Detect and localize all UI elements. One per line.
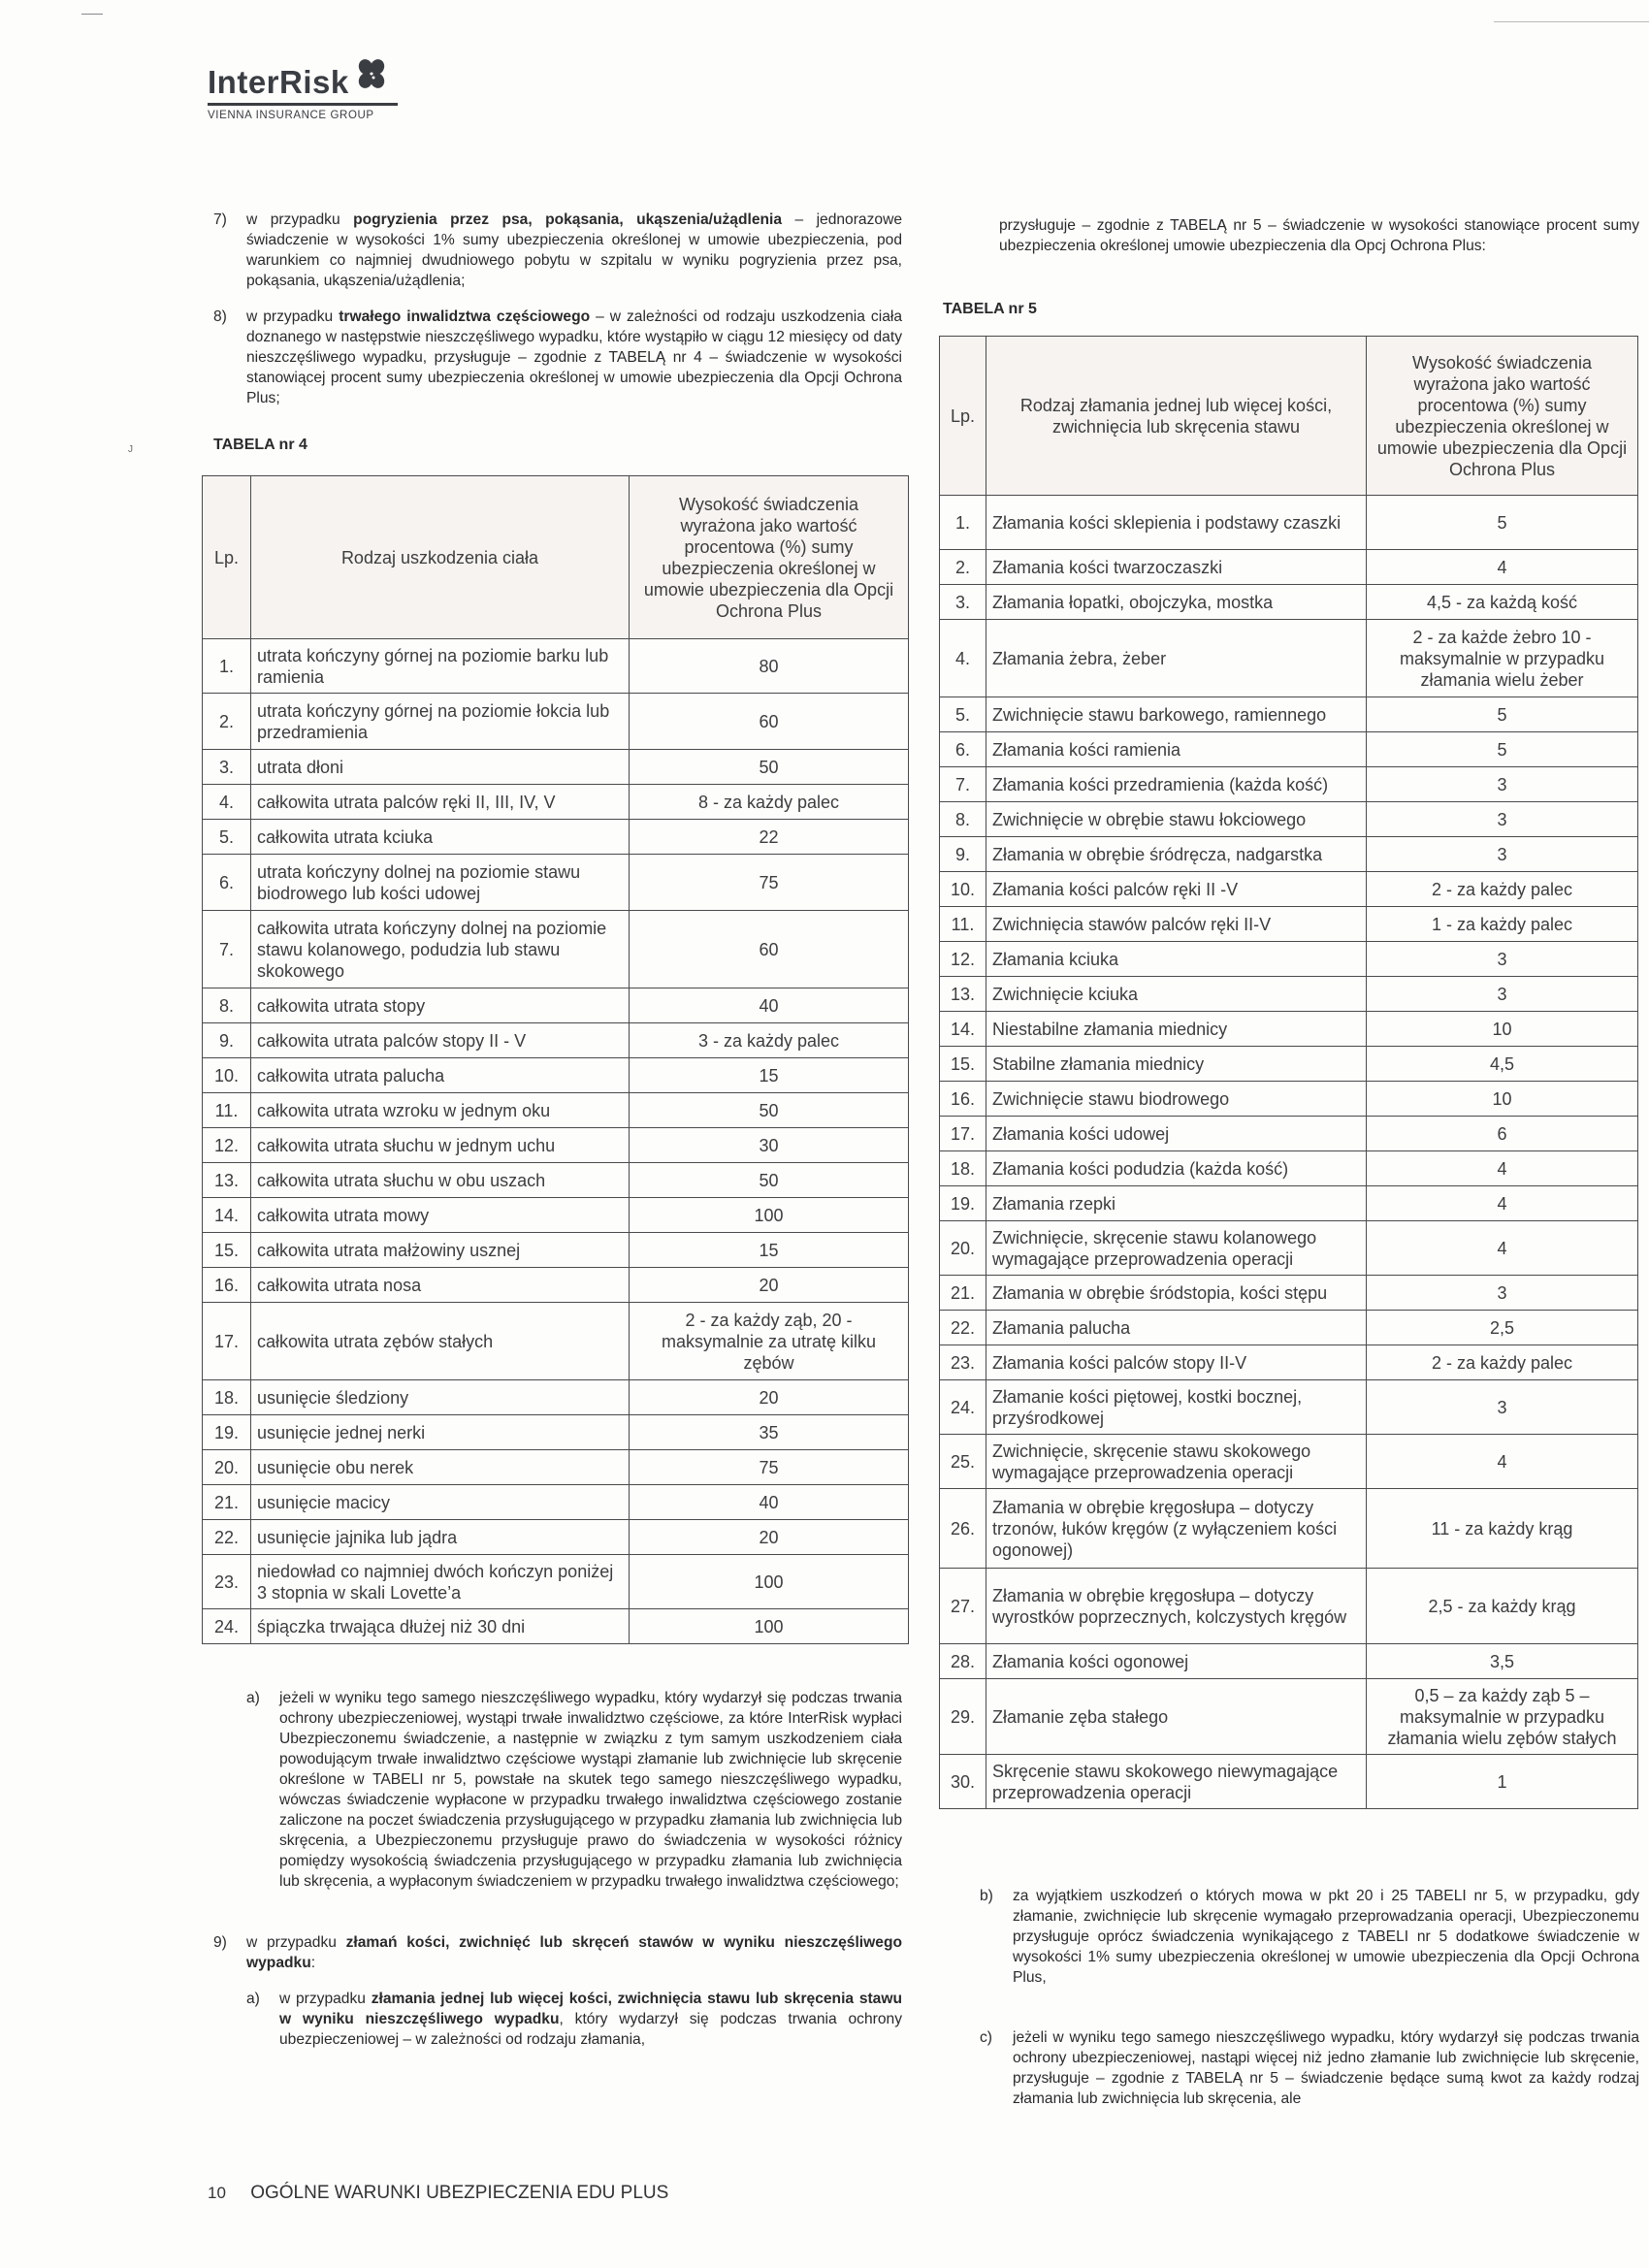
page-number: 10: [208, 2184, 226, 2202]
row-value: 22: [630, 820, 909, 855]
row-value: 80: [630, 639, 909, 694]
row-value: 75: [630, 855, 909, 911]
row-value: 5: [1367, 697, 1638, 732]
row-description: całkowita utrata małżowiny usznej: [251, 1233, 630, 1268]
column-header-value: Wysokość świadczenia wyrażona jako wartość procentowa (%) sumy ubezpieczenia określonej w umowie ubezpieczenia dla Opcji Ochrona Plus: [630, 476, 909, 639]
row-description: utrata kończyny górnej na poziomie łokcia lub przedramienia: [251, 694, 630, 750]
row-value: 10: [1367, 1082, 1638, 1117]
row-value: 3: [1367, 1380, 1638, 1435]
row-value: 20: [630, 1268, 909, 1303]
column-header-lp: Lp.: [940, 337, 986, 496]
row-value: 0,5 – za każdy ząb 5 – maksymalnie w przypadku złamania wielu zębów stałych: [1367, 1679, 1638, 1755]
row-number: 14.: [203, 1198, 251, 1233]
table-row: [203, 1093, 909, 1128]
row-description: Złamania w obrębie śródstopia, kości stępu: [986, 1276, 1367, 1311]
table-row: [940, 1276, 1638, 1311]
row-description: niedowład co najmniej dwóch kończyn poniżej 3 stopnia w skali Lovette’a: [251, 1555, 630, 1609]
row-number: 9.: [203, 1023, 251, 1058]
scan-top-rule: [1494, 21, 1649, 22]
row-number: 25.: [940, 1435, 986, 1489]
row-number: 1.: [203, 639, 251, 694]
item-text: :: [310, 1955, 316, 1971]
row-value: 10: [1367, 1012, 1638, 1047]
row-description: Złamania kości sklepienia i podstawy czaszki: [986, 496, 1367, 550]
table-row: [203, 988, 909, 1023]
row-description: Złamania kości palców ręki II -V: [986, 872, 1367, 907]
row-description: Zwichnięcie stawu biodrowego: [986, 1082, 1367, 1117]
row-number: 7.: [940, 767, 986, 802]
column-header-description: Rodzaj złamania jednej lub więcej kości, zwichnięcia lub skręcenia stawu: [986, 337, 1367, 496]
row-description: usunięcie macicy: [251, 1485, 630, 1520]
row-number: 19.: [203, 1415, 251, 1450]
item-9b: [980, 1886, 1639, 1988]
table-row: [940, 1755, 1638, 1809]
row-description: Zwichnięcie kciuka: [986, 977, 1367, 1012]
row-description: Złamania rzepki: [986, 1186, 1367, 1221]
margin-mark: J: [128, 444, 133, 455]
row-description: całkowita utrata palców stopy II - V: [251, 1023, 630, 1058]
row-description: Skręcenie stawu skokowego niewymagające przeprowadzenia operacji: [986, 1755, 1367, 1809]
row-description: usunięcie jednej nerki: [251, 1415, 630, 1450]
column-header-value: Wysokość świadczenia wyrażona jako wartość procentowa (%) sumy ubezpieczenia określonej w umowie ubezpieczenia dla Opcji Ochrona Plus: [1367, 337, 1638, 496]
table-header-row: [203, 476, 909, 639]
row-number: 26.: [940, 1489, 986, 1569]
table-4: [202, 475, 909, 1644]
item-number: 9): [213, 1934, 227, 1951]
right-intro: [999, 215, 1639, 256]
item-9a: [246, 1989, 902, 2050]
row-description: całkowita utrata wzroku w jednym oku: [251, 1093, 630, 1128]
row-value: 20: [630, 1380, 909, 1415]
row-number: 12.: [940, 942, 986, 977]
row-value: 4,5: [1367, 1047, 1638, 1082]
row-description: Niestabilne złamania miednicy: [986, 1012, 1367, 1047]
item-number: 8): [213, 308, 227, 325]
column-header-lp: Lp.: [203, 476, 251, 639]
row-number: 6.: [940, 732, 986, 767]
row-number: 13.: [203, 1163, 251, 1198]
row-number: 18.: [940, 1151, 986, 1186]
row-description: Zwichnięcie stawu barkowego, ramiennego: [986, 697, 1367, 732]
table-row: [203, 1163, 909, 1198]
row-value: 100: [630, 1198, 909, 1233]
table-row: [940, 620, 1638, 697]
row-description: Złamania kości udowej: [986, 1117, 1367, 1151]
item-9: [213, 1932, 902, 1973]
row-value: 3,5: [1367, 1644, 1638, 1679]
row-value: 2 - za każde żebro 10 - maksymalnie w przypadku złamania wielu żeber: [1367, 620, 1638, 697]
row-number: 17.: [940, 1117, 986, 1151]
row-description: całkowita utrata kończyny dolnej na poziomie stawu kolanowego, podudzia lub stawu skokowego: [251, 911, 630, 988]
row-number: 10.: [203, 1058, 251, 1093]
row-number: 28.: [940, 1644, 986, 1679]
row-number: 23.: [940, 1345, 986, 1380]
table-row: [940, 585, 1638, 620]
item-text: jeżeli w wyniku tego samego nieszczęśliwego wypadku, który wydarzył się podczas trwania ochrony ubezpieczeniowej, wystąpi trwałe inwalidztwo częściowe, za które InterRisk wypłaci Ubezpieczonemu świadczenie, a następnie w związku z tym samym uszkodzeniem ciała powodującym trwałe inwalidztwo częściowe wystąpi złamanie lub zwichnięcie lub skręcenie określone w TABELI nr 5, powstałe na skutek tego samego nieszczęśliwego wypadku, wówczas świadczenie wypłacone w przypadku trwałego inwalidztwa częściowego zostanie zaliczone na poczet świadczenia przysługującego w przypadku złamania lub zwichnięcia lub skręcenia, a Ubezpieczonemu przysługuje prawo do świadczenia w wysokości różnicy pomiędzy wysokością świadczenia przysługującego w przypadku złamania lub zwichnięcia lub skręcenia, a wypłaconym świadczeniem w przypadku trwałego inwalidztwa częściowego;: [279, 1690, 902, 1890]
row-number: 22.: [940, 1311, 986, 1345]
row-description: Złamania łopatki, obojczyka, mostka: [986, 585, 1367, 620]
table-row: [940, 697, 1638, 732]
table-row: [940, 1151, 1638, 1186]
row-value: 30: [630, 1128, 909, 1163]
row-value: 4,5 - za każdą kość: [1367, 585, 1638, 620]
table-row: [940, 550, 1638, 585]
row-number: 16.: [940, 1082, 986, 1117]
row-value: 60: [630, 694, 909, 750]
row-value: 3: [1367, 977, 1638, 1012]
table-row: [940, 802, 1638, 837]
row-description: śpiączka trwająca dłużej niż 30 dni: [251, 1609, 630, 1644]
table-row: [940, 1380, 1638, 1435]
row-number: 18.: [203, 1380, 251, 1415]
table-row: [203, 1268, 909, 1303]
row-value: 3: [1367, 767, 1638, 802]
item-text: w przypadku: [246, 1934, 346, 1951]
row-value: 2 - za każdy palec: [1367, 872, 1638, 907]
row-description: usunięcie obu nerek: [251, 1450, 630, 1485]
table-row: [203, 1380, 909, 1415]
row-number: 17.: [203, 1303, 251, 1380]
table-row: [940, 732, 1638, 767]
row-number: 8.: [940, 802, 986, 837]
item-8: [213, 307, 902, 408]
row-number: 24.: [203, 1609, 251, 1644]
table-row: [940, 1644, 1638, 1679]
table-row: [940, 837, 1638, 872]
row-value: 8 - za każdy palec: [630, 785, 909, 820]
row-description: Stabilne złamania miednicy: [986, 1047, 1367, 1082]
row-value: 15: [630, 1233, 909, 1268]
row-number: 15.: [203, 1233, 251, 1268]
item-letter: a): [246, 1690, 260, 1706]
row-value: 3 - za każdy palec: [630, 1023, 909, 1058]
row-value: 50: [630, 750, 909, 785]
row-number: 14.: [940, 1012, 986, 1047]
row-description: utrata kończyny górnej na poziomie barku lub ramienia: [251, 639, 630, 694]
row-number: 22.: [203, 1520, 251, 1555]
table-row: [940, 1221, 1638, 1276]
row-number: 11.: [203, 1093, 251, 1128]
row-description: Złamanie zęba stałego: [986, 1679, 1367, 1755]
row-number: 1.: [940, 496, 986, 550]
row-value: 2 - za każdy palec: [1367, 1345, 1638, 1380]
page-footer: [208, 2183, 668, 2204]
row-number: 19.: [940, 1186, 986, 1221]
row-number: 2.: [940, 550, 986, 585]
row-number: 3.: [203, 750, 251, 785]
row-value: 1: [1367, 1755, 1638, 1809]
row-description: usunięcie śledziony: [251, 1380, 630, 1415]
row-value: 4: [1367, 550, 1638, 585]
row-number: 13.: [940, 977, 986, 1012]
row-description: Zwichnięcie, skręcenie stawu kolanowego wymagające przeprowadzenia operacji: [986, 1221, 1367, 1276]
table-row: [203, 1520, 909, 1555]
document-title: OGÓLNE WARUNKI UBEZPIECZENIA EDU PLUS: [250, 2183, 669, 2203]
row-value: 60: [630, 911, 909, 988]
row-number: 30.: [940, 1755, 986, 1809]
item-text: w przypadku: [246, 308, 340, 325]
table-row: [940, 496, 1638, 550]
table-4-title: TABELA nr 4: [213, 437, 307, 453]
table-row: [203, 785, 909, 820]
row-description: utrata kończyny dolnej na poziomie stawu biodrowego lub kości udowej: [251, 855, 630, 911]
row-description: Złamania w obrębie kręgosłupa – dotyczy wyrostków poprzecznych, kolczystych kręgów: [986, 1569, 1367, 1644]
logo-text: InterRisk: [208, 64, 349, 100]
scan-corner-mark: [81, 14, 103, 15]
row-value: 3: [1367, 1276, 1638, 1311]
item-text: , który wydarzył się podczas trwania ochrony ubezpieczeniowej – w zależności od rodzaju złamania,: [279, 2011, 902, 2048]
item-9c: [980, 2027, 1639, 2109]
table-header-row: [940, 337, 1638, 496]
table-row: [203, 855, 909, 911]
row-number: 29.: [940, 1679, 986, 1755]
row-description: całkowita utrata stopy: [251, 988, 630, 1023]
item-text: w przypadku: [279, 1991, 372, 2007]
row-number: 21.: [940, 1276, 986, 1311]
interrisk-logo: [208, 64, 402, 121]
row-value: 100: [630, 1555, 909, 1609]
row-number: 2.: [203, 694, 251, 750]
row-value: 4: [1367, 1221, 1638, 1276]
table-row: [940, 1679, 1638, 1755]
table-row: [203, 1415, 909, 1450]
row-value: 100: [630, 1609, 909, 1644]
butterfly-icon: [357, 58, 386, 94]
table-row: [203, 694, 909, 750]
row-description: utrata dłoni: [251, 750, 630, 785]
item-bold-text: złamań kości, zwichnięć lub skręceń stawów w wyniku nieszczęśliwego wypadku: [246, 1934, 902, 1971]
row-description: usunięcie jajnika lub jądra: [251, 1520, 630, 1555]
table-row: [940, 977, 1638, 1012]
table-row: [940, 1569, 1638, 1644]
row-number: 5.: [940, 697, 986, 732]
row-number: 8.: [203, 988, 251, 1023]
item-7: [213, 210, 902, 291]
logo-rule: [208, 103, 398, 106]
row-description: Złamania kości ogonowej: [986, 1644, 1367, 1679]
row-number: 16.: [203, 1268, 251, 1303]
row-description: całkowita utrata palców ręki II, III, IV, V: [251, 785, 630, 820]
row-number: 7.: [203, 911, 251, 988]
row-value: 50: [630, 1163, 909, 1198]
item-letter: c): [980, 2029, 992, 2046]
row-description: całkowita utrata słuchu w jednym uchu: [251, 1128, 630, 1163]
row-number: 3.: [940, 585, 986, 620]
row-number: 20.: [940, 1221, 986, 1276]
row-number: 5.: [203, 820, 251, 855]
item-text: jeżeli w wyniku tego samego nieszczęśliwego wypadku, który wydarzył się podczas trwania ochrony ubezpieczeniowej, nastąpi więcej niż jedno złamanie lub zwichnięcie lub skręcenie, przysługuje – zgodnie z TABELĄ nr 5 – świadczenie będące sumą kwot za każdy rodzaj złamania lub zwichnięcia lub skręcenia, ale: [1013, 2029, 1639, 2107]
row-number: 9.: [940, 837, 986, 872]
table-row: [203, 820, 909, 855]
row-description: Złamania palucha: [986, 1311, 1367, 1345]
table-row: [203, 1058, 909, 1093]
table-row: [203, 1555, 909, 1609]
row-number: 27.: [940, 1569, 986, 1644]
table-row: [203, 1023, 909, 1058]
table-row: [940, 1489, 1638, 1569]
row-description: Złamania kciuka: [986, 942, 1367, 977]
table-row: [203, 1233, 909, 1268]
row-number: 11.: [940, 907, 986, 942]
row-value: 2,5: [1367, 1311, 1638, 1345]
row-value: 5: [1367, 732, 1638, 767]
table-row: [203, 639, 909, 694]
table-5-title: TABELA nr 5: [943, 301, 1037, 317]
row-value: 35: [630, 1415, 909, 1450]
row-description: Złamania w obrębie śródręcza, nadgarstka: [986, 837, 1367, 872]
row-number: 20.: [203, 1450, 251, 1485]
row-value: 4: [1367, 1151, 1638, 1186]
table-row: [940, 767, 1638, 802]
table-row: [203, 750, 909, 785]
item-text: – jednorazowe świadczenie w wysokości 1% sumy ubezpieczenia określonej w umowie ubezpieczenia, pod warunkiem co najmniej dwudniowego pobytu w szpitalu w wyniku pogryzienia przez psa, pokąsania, ukąszenia/użądlenia;: [246, 211, 903, 289]
table-row: [940, 1047, 1638, 1082]
item-number: 7): [213, 211, 227, 228]
row-value: 75: [630, 1450, 909, 1485]
table-row: [940, 907, 1638, 942]
table-row: [940, 872, 1638, 907]
table-row: [940, 1345, 1638, 1380]
row-description: całkowita utrata mowy: [251, 1198, 630, 1233]
table-row: [940, 1311, 1638, 1345]
table-row: [203, 911, 909, 988]
row-number: 12.: [203, 1128, 251, 1163]
table-row: [940, 1082, 1638, 1117]
row-description: Zwichnięcia stawów palców ręki II-V: [986, 907, 1367, 942]
logo-subtitle: VIENNA INSURANCE GROUP: [208, 110, 374, 121]
item-bold-text: trwałego inwalidztwa częściowego: [339, 308, 591, 325]
row-description: całkowita utrata słuchu w obu uszach: [251, 1163, 630, 1198]
table-row: [940, 942, 1638, 977]
row-description: Złamania kości twarzoczaszki: [986, 550, 1367, 585]
row-value: 3: [1367, 802, 1638, 837]
row-description: całkowita utrata zębów stałych: [251, 1303, 630, 1380]
row-value: 15: [630, 1058, 909, 1093]
table-row: [203, 1450, 909, 1485]
row-number: 23.: [203, 1555, 251, 1609]
item-bold-text: złamania jednej lub więcej kości, zwichnięcia stawu lub skręcenia stawu w wyniku nieszczęśliwego wypadku: [279, 1991, 903, 2027]
row-value: 4: [1367, 1186, 1638, 1221]
row-value: 1 - za każdy palec: [1367, 907, 1638, 942]
item-text: za wyjątkiem uszkodzeń o których mowa w pkt 20 i 25 TABELI nr 5, w przypadku, gdy złamanie, zwichnięcie lub skręcenie wymagało przeprowadzania operacji, Ubezpieczonemu przysługuje oprócz świadczenia wynikającego z TABELI nr 5 dodatkowe świadczenie w wysokości 1% sumy ubezpieczenia określonej w umowie ubezpieczenia dla Opcji Ochrona Plus,: [1013, 1888, 1639, 1986]
table-row: [203, 1609, 909, 1644]
row-description: Złamania żebra, żeber: [986, 620, 1367, 697]
row-number: 10.: [940, 872, 986, 907]
row-description: Złamanie kości piętowej, kostki bocznej, przyśrodkowej: [986, 1380, 1367, 1435]
row-value: 50: [630, 1093, 909, 1128]
table-row: [203, 1485, 909, 1520]
row-description: Złamania kości podudzia (każda kość): [986, 1151, 1367, 1186]
row-number: 4.: [203, 785, 251, 820]
row-description: Złamania kości palców stopy II-V: [986, 1345, 1367, 1380]
row-value: 20: [630, 1520, 909, 1555]
row-description: Złamania kości przedramienia (każda kość): [986, 767, 1367, 802]
table-row: [940, 1435, 1638, 1489]
table-row: [203, 1303, 909, 1380]
item-letter: b): [980, 1888, 993, 1904]
row-description: całkowita utrata nosa: [251, 1268, 630, 1303]
row-description: całkowita utrata palucha: [251, 1058, 630, 1093]
row-number: 4.: [940, 620, 986, 697]
table-row: [203, 1198, 909, 1233]
item-text: – w zależności od rodzaju uszkodzenia ciała doznanego w następstwie nieszczęśliwego wypadku, które wystąpiło w ciągu 12 miesięcy od daty nieszczęśliwego wypadku, przysługuje – zgodnie z TABELĄ nr 4 – świadczenie w wysokości stanowiącej procent sumy ubezpieczenia określonej w umowie ubezpieczenia dla Opcji Ochrona Plus;: [246, 308, 903, 406]
row-value: 2 - za każdy ząb, 20 - maksymalnie za utratę kilku zębów: [630, 1303, 909, 1380]
item-bold-text: pogryzienia przez psa, pokąsania, ukąszenia/użądlenia: [353, 211, 783, 228]
table-row: [940, 1012, 1638, 1047]
item-8a: [246, 1688, 902, 1892]
row-value: 40: [630, 1485, 909, 1520]
table-row: [940, 1186, 1638, 1221]
row-value: 6: [1367, 1117, 1638, 1151]
row-number: 6.: [203, 855, 251, 911]
row-description: Złamania kości ramienia: [986, 732, 1367, 767]
item-letter: a): [246, 1991, 260, 2007]
row-value: 5: [1367, 496, 1638, 550]
row-description: Złamania w obrębie kręgosłupa – dotyczy trzonów, łuków kręgów (z wyłączeniem kości ogonowej): [986, 1489, 1367, 1569]
table-row: [203, 1128, 909, 1163]
row-value: 3: [1367, 837, 1638, 872]
item-text: w przypadku: [246, 211, 354, 228]
row-value: 2,5 - za każdy krąg: [1367, 1569, 1638, 1644]
table-row: [940, 1117, 1638, 1151]
column-header-description: Rodzaj uszkodzenia ciała: [251, 476, 630, 639]
row-number: 15.: [940, 1047, 986, 1082]
row-description: całkowita utrata kciuka: [251, 820, 630, 855]
intro-text: przysługuje – zgodnie z TABELĄ nr 5 – świadczenie w wysokości stanowiące procent sumy ubezpieczenia określonej umowie ubezpieczenia dla Opcj Ochrona Plus:: [999, 217, 1639, 254]
row-number: 24.: [940, 1380, 986, 1435]
row-description: Zwichnięcie w obrębie stawu łokciowego: [986, 802, 1367, 837]
row-number: 21.: [203, 1485, 251, 1520]
row-description: Zwichnięcie, skręcenie stawu skokowego wymagające przeprowadzenia operacji: [986, 1435, 1367, 1489]
row-value: 11 - za każdy krąg: [1367, 1489, 1638, 1569]
table-5: [939, 336, 1638, 1809]
row-value: 40: [630, 988, 909, 1023]
row-value: 4: [1367, 1435, 1638, 1489]
row-value: 3: [1367, 942, 1638, 977]
